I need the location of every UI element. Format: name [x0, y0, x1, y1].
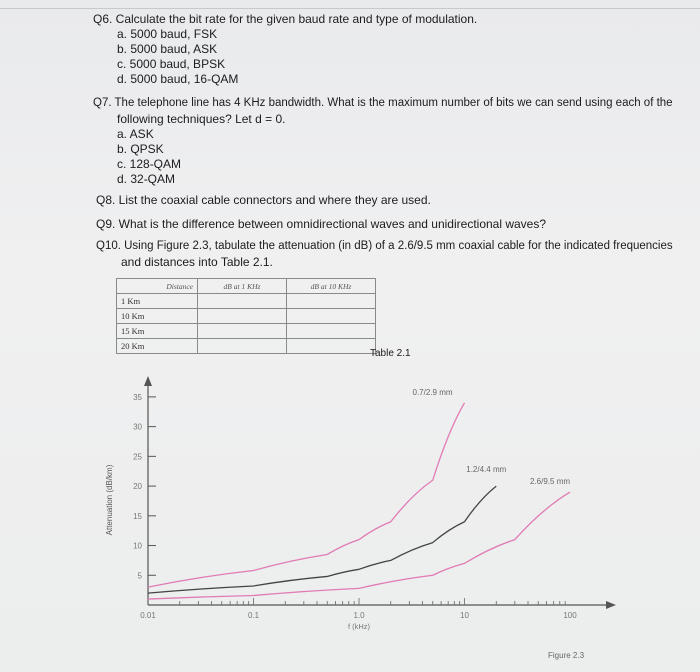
x-tick-label: 10: [460, 611, 469, 620]
table-row-label: 20 Km: [117, 339, 198, 354]
q6-option-d: d. 5000 baud, 16-QAM: [117, 72, 239, 86]
series-line-3: [148, 492, 570, 599]
y-axis-arrow: [144, 376, 152, 386]
x-tick-label: 0.1: [247, 611, 260, 620]
y-axis-label: Attenuation (dB/km): [105, 464, 114, 536]
q6-option-a: a. 5000 baud, FSK: [117, 27, 218, 41]
q6-title: Q6. Calculate the bit rate for the given baud rate and type of modulation.: [93, 12, 478, 26]
table-row: [117, 324, 376, 339]
y-tick-label: 25: [133, 452, 142, 462]
q7-line2: following techniques? Let d = 0.: [117, 112, 286, 126]
q7-option-d: d. 32-QAM: [117, 172, 176, 186]
q7-option-c: c. 128-QAM: [117, 157, 182, 171]
table-cell: [198, 324, 287, 339]
table-header-row: [117, 279, 376, 294]
table-caption: Table 2.1: [370, 348, 411, 359]
chart-axes: [144, 376, 616, 609]
table-row: [117, 294, 376, 309]
series-label-2: 1.2/4.4 mm: [466, 465, 507, 475]
x-tick-label: 0.01: [140, 611, 156, 620]
q6-option-c: c. 5000 baud, BPSK: [117, 57, 226, 71]
table-row-label: 1 Km: [117, 294, 198, 309]
y-tick-label: 30: [133, 422, 142, 432]
y-tick-label: 10: [133, 541, 142, 551]
figure-caption: Figure 2.3: [548, 651, 585, 660]
q7-line1: Q7. The telephone line has 4 KHz bandwidth. What is the maximum number of bits we can send using each of the: [93, 97, 673, 109]
table-row-label: 10 Km: [117, 309, 198, 324]
x-axis-arrow: [606, 601, 616, 609]
table-cell: [198, 294, 287, 309]
attenuation-table: [116, 278, 376, 354]
y-tick-label: 15: [133, 511, 142, 521]
table-header-10khz: dB at 10 KHz: [287, 279, 376, 294]
x-tick-label: 1.0: [353, 611, 365, 620]
table-cell: [198, 309, 287, 324]
table-row: [117, 339, 376, 354]
y-tick-label: 35: [133, 392, 142, 402]
table-header-distance: Distance: [117, 279, 198, 294]
table-row: [117, 309, 376, 324]
q10-line2: and distances into Table 2.1.: [121, 255, 273, 269]
table-cell: [287, 294, 376, 309]
q6-option-b: b. 5000 baud, ASK: [117, 42, 218, 56]
x-tick-label: 100: [563, 611, 577, 620]
table-row-label: 15 Km: [117, 324, 198, 339]
attenuation-chart: [0, 370, 700, 670]
top-divider: [0, 8, 700, 9]
chart-series: [148, 403, 570, 599]
x-axis-label: f (kHz): [347, 622, 371, 631]
table-cell: [287, 324, 376, 339]
q7-option-a: a. ASK: [117, 127, 154, 141]
chart-labels: [105, 388, 585, 660]
series-label-1: 0.7/2.9 mm: [412, 387, 453, 397]
y-tick-label: 20: [133, 482, 142, 492]
table-cell: [198, 339, 287, 354]
q8-text: Q8. List the coaxial cable connectors and where they are used.: [96, 193, 431, 207]
table-cell: [287, 309, 376, 324]
q7-option-b: b. QPSK: [117, 142, 164, 156]
series-line-1: [148, 403, 465, 587]
q10-line1: Q10. Using Figure 2.3, tabulate the attenuation (in dB) of a 2.6/9.5 mm coaxial cable for the indicated frequencies: [96, 240, 673, 252]
series-label-3: 2.6/9.5 mm: [530, 477, 571, 487]
q9-text: Q9. What is the difference between omnidirectional waves and unidirectional waves?: [96, 217, 547, 231]
y-tick-label: 5: [137, 571, 142, 581]
table-header-1khz: dB at 1 KHz: [198, 279, 287, 294]
table-cell: [287, 339, 376, 354]
